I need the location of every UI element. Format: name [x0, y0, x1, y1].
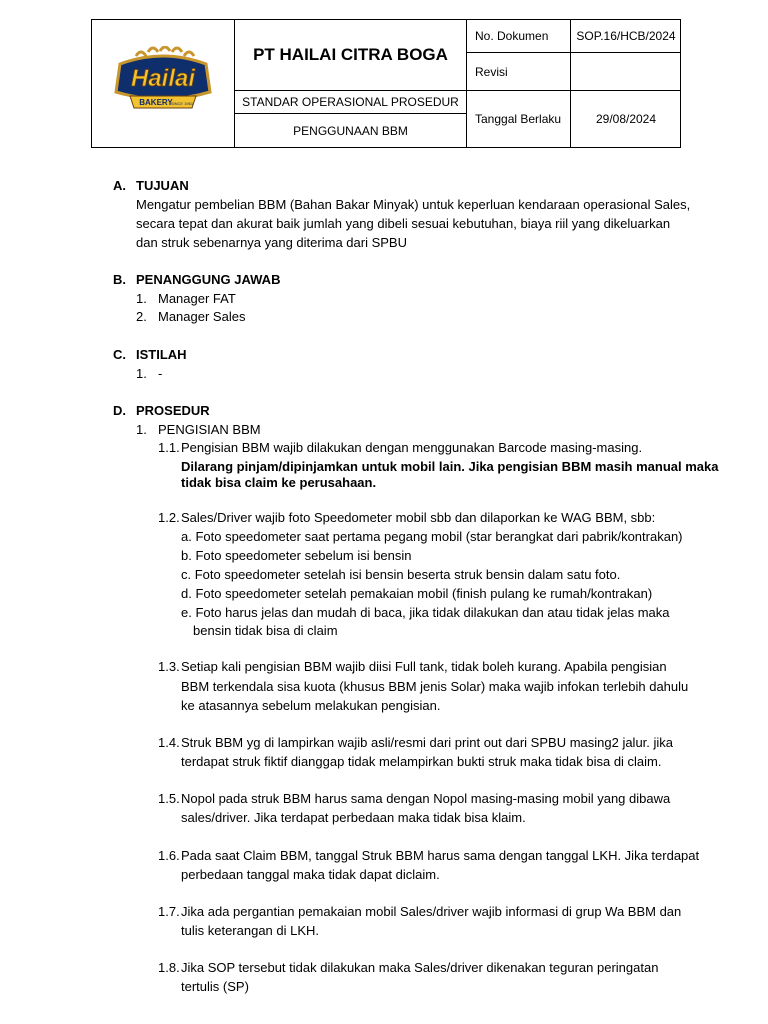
step-1-3-text: ke atasannya sebelum melakukan pengisian.	[181, 698, 441, 713]
document-header-table	[91, 19, 681, 148]
step-1-8-text: tertulis (SP)	[181, 979, 249, 994]
step-1-5-number: 1.5.	[158, 791, 180, 806]
step-1-8-text: Jika SOP tersebut tidak dilakukan maka Sales/driver dikenakan teguran peringatan	[181, 960, 659, 975]
logo-brand-text: Hailai	[130, 64, 196, 92]
step-1-4-number: 1.4.	[158, 735, 180, 750]
step-1-4-text: terdapat struk fiktif dianggap tidak melampirkan bukti struk maka tidak bisa di claim.	[181, 754, 662, 769]
step-1-3-text: BBM terkendala sisa kuota (khusus BBM jenis Solar) maka wajib infokan terlebih dahulu	[181, 679, 689, 694]
step-1-6-text: Pada saat Claim BBM, tanggal Struk BBM harus sama dengan tanggal LKH. Jika terdapat	[181, 848, 700, 863]
section-a-letter: A.	[113, 178, 126, 193]
no-dokumen-label: No. Dokumen	[475, 29, 549, 43]
logo-since-text: SINCE 1961	[170, 100, 194, 106]
step-1-6-number: 1.6.	[158, 848, 180, 863]
sop-title: STANDAR OPERASIONAL PROSEDUR	[242, 95, 459, 109]
step-1-2-number: 1.2.	[158, 510, 180, 525]
procedure-sub-title: PENGISIAN BBM	[158, 422, 261, 437]
step-1-5-text: Nopol pada struk BBM harus sama dengan Nopol masing-masing mobil yang dibawa	[181, 791, 671, 806]
tanggal-berlaku-value: 29/08/2024	[595, 112, 657, 126]
section-a-text-1: Mengatur pembelian BBM (Bahan Bakar Minyak) untuk keperluan kendaraan operasional Sales,	[136, 197, 691, 212]
procedure-sub-num: 1.	[136, 422, 147, 437]
step-1-2-text: Sales/Driver wajib foto Speedometer mobil sbb dan dilaporkan ke WAG BBM, sbb:	[181, 510, 656, 525]
revisi-label: Revisi	[475, 64, 508, 79]
section-a-text-2: secara tepat dan akurat baik jumlah yang dibeli sesuai kebutuhan, biaya riil yang dikeluarkan	[136, 216, 671, 231]
section-d-title: PROSEDUR	[136, 403, 210, 418]
section-b-letter: B.	[113, 272, 126, 287]
step-1-1-bold-text: Dilarang pinjam/dipinjamkan untuk mobil lain. Jika pengisian BBM masih manual maka	[181, 459, 719, 474]
section-b-item-text: Manager FAT	[158, 291, 236, 306]
step-1-2-item-e-cont: bensin tidak bisa di claim	[193, 623, 338, 638]
step-1-6-text: perbedaan tanggal maka tidak dapat diclaim.	[181, 867, 440, 882]
step-1-2-item-d: d. Foto speedometer setelah pemakaian mobil (finish pulang ke rumah/kontrakan)	[181, 586, 653, 601]
section-b-title: PENANGGUNG JAWAB	[136, 272, 281, 287]
section-c-item-text: -	[158, 366, 163, 381]
sop-subject: PENGGUNAAN BBM	[293, 123, 408, 138]
revisi-value	[571, 53, 681, 90]
step-1-3-text: Setiap kali pengisian BBM wajib diisi Full tank, tidak boleh kurang. Apabila pengisian	[181, 659, 667, 674]
section-d-letter: D.	[113, 403, 126, 418]
company-name: PT HAILAI CITRA BOGA	[253, 45, 448, 64]
hailai-bakery-logo	[108, 46, 218, 122]
step-1-2-item-b: b. Foto speedometer sebelum isi bensin	[181, 548, 412, 563]
section-c-item-num: 1.	[136, 366, 147, 381]
step-1-2-item-c: c. Foto speedometer setelah isi bensin beserta struk bensin dalam satu foto.	[181, 567, 621, 582]
step-1-1-bold-text: tidak bisa claim ke perusahaan.	[181, 475, 377, 490]
section-b-item-text: Manager Sales	[158, 309, 246, 324]
tanggal-berlaku-label: Tanggal Berlaku	[475, 112, 562, 126]
section-a-title: TUJUAN	[136, 178, 189, 193]
step-1-7-text: tulis keterangan di LKH.	[181, 923, 320, 938]
step-1-8-number: 1.8.	[158, 960, 180, 975]
section-a-text-3: dan struk sebenarnya yang diterima dari SPBU	[136, 235, 407, 250]
step-1-7-number: 1.7.	[158, 904, 180, 919]
step-1-1-text: Pengisian BBM wajib dilakukan dengan menggunakan Barcode masing-masing.	[181, 440, 643, 455]
section-b-item-num: 1.	[136, 291, 147, 306]
section-c-letter: C.	[113, 347, 126, 362]
step-1-4-text: Struk BBM yg di lampirkan wajib asli/resmi dari print out dari SPBU masing2 jalur. jika	[181, 735, 674, 750]
step-1-1-number: 1.1.	[158, 440, 180, 455]
step-1-3-number: 1.3.	[158, 659, 180, 674]
logo-sub-text: BAKERY	[139, 97, 173, 107]
section-c-title: ISTILAH	[136, 347, 187, 362]
company-logo	[92, 20, 234, 147]
section-b-item-num: 2.	[136, 309, 147, 324]
no-dokumen-value: SOP.16/HCB/2024	[576, 29, 676, 43]
step-1-5-text: sales/driver. Jika terdapat perbedaan maka tidak bisa klaim.	[181, 810, 526, 825]
step-1-7-text: Jika ada pergantian pemakaian mobil Sales/driver wajib informasi di grup Wa BBM dan	[181, 904, 682, 919]
step-1-2-item-e: e. Foto harus jelas dan mudah di baca, jika tidak dilakukan dan atau tidak jelas maka	[181, 605, 670, 620]
step-1-2-item-a: a. Foto speedometer saat pertama pegang mobil (star berangkat dari pabrik/kontrakan)	[181, 529, 683, 544]
